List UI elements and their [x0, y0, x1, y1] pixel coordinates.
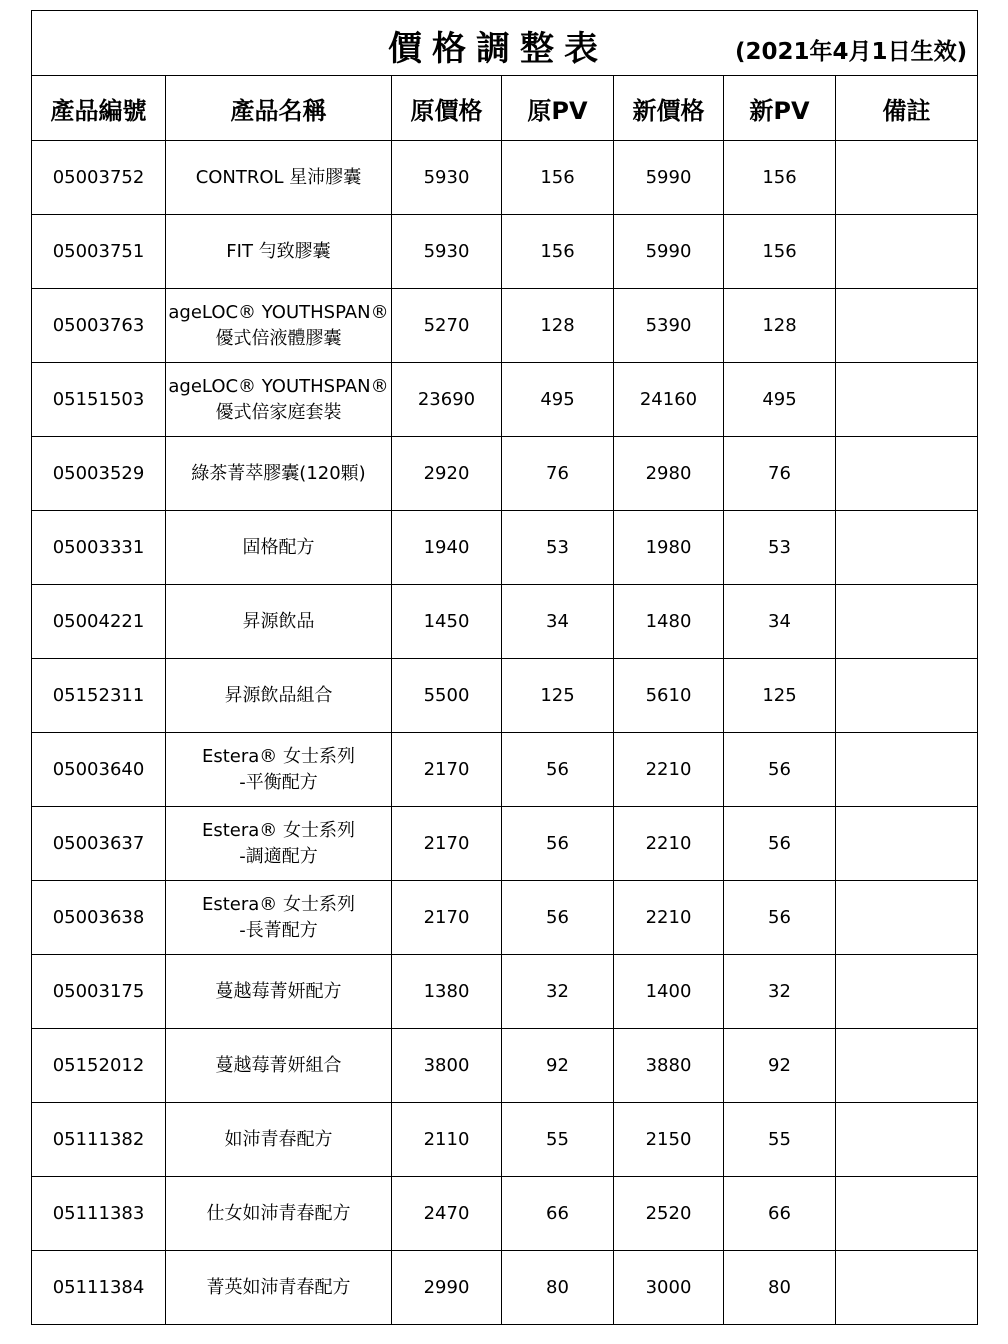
new-price-cell: 2150 [614, 1103, 724, 1177]
product-name-line: 優式倍家庭套裝 [215, 401, 342, 423]
product-name-cell [166, 955, 392, 1029]
new-price-cell: 1980 [614, 511, 724, 585]
product-name-cell [166, 659, 392, 733]
product-name-line: -長菁配方 [239, 919, 318, 941]
new-price-cell: 5990 [614, 141, 724, 215]
product-code-cell: 05003763 [32, 289, 166, 363]
table-row [32, 289, 978, 363]
product-name-line: ageLOC® YOUTHSPAN® [168, 301, 389, 323]
old-pv-cell: 76 [502, 437, 614, 511]
new-pv-cell: 125 [724, 659, 836, 733]
product-code-cell: 05111383 [32, 1177, 166, 1251]
product-name-cell [166, 289, 392, 363]
title-cell [32, 11, 978, 76]
old-pv-cell: 80 [502, 1251, 614, 1325]
header-product-name: 產品名稱 [166, 76, 392, 141]
old-price-cell: 1380 [392, 955, 502, 1029]
remark-cell [836, 1029, 978, 1103]
product-name-cell [166, 141, 392, 215]
new-price-cell: 5610 [614, 659, 724, 733]
new-pv-cell: 56 [724, 881, 836, 955]
new-price-cell: 1480 [614, 585, 724, 659]
new-price-cell: 2980 [614, 437, 724, 511]
old-price-cell: 1940 [392, 511, 502, 585]
table-body [32, 141, 978, 1325]
table-row [32, 659, 978, 733]
remark-cell [836, 807, 978, 881]
remark-cell [836, 659, 978, 733]
table-row [32, 215, 978, 289]
product-code-cell: 05003751 [32, 215, 166, 289]
new-pv-cell: 56 [724, 807, 836, 881]
product-code-cell: 05111382 [32, 1103, 166, 1177]
product-name-cell [166, 807, 392, 881]
table-row [32, 1103, 978, 1177]
product-code-cell: 05003638 [32, 881, 166, 955]
new-price-cell: 2520 [614, 1177, 724, 1251]
product-name-cell [166, 585, 392, 659]
old-price-cell: 3800 [392, 1029, 502, 1103]
product-name-line: -調適配方 [239, 845, 318, 867]
table-row [32, 807, 978, 881]
remark-cell [836, 955, 978, 1029]
header-old-pv: 原PV [502, 76, 614, 141]
product-code-cell: 05003331 [32, 511, 166, 585]
product-code-cell: 05003640 [32, 733, 166, 807]
remark-cell [836, 363, 978, 437]
remark-cell [836, 437, 978, 511]
old-pv-cell: 56 [502, 881, 614, 955]
new-pv-cell: 53 [724, 511, 836, 585]
new-price-cell: 5990 [614, 215, 724, 289]
product-name-line: FIT 勻致膠囊 [226, 240, 331, 262]
product-name-line: 綠茶菁萃膠囊(120顆) [191, 462, 366, 484]
old-price-cell: 2920 [392, 437, 502, 511]
old-pv-cell: 92 [502, 1029, 614, 1103]
old-pv-cell: 128 [502, 289, 614, 363]
table-row [32, 1177, 978, 1251]
remark-cell [836, 289, 978, 363]
product-name-line: Estera® 女士系列 [201, 893, 356, 915]
header-new-pv: 新PV [724, 76, 836, 141]
product-name-cell [166, 437, 392, 511]
new-pv-cell: 76 [724, 437, 836, 511]
old-price-cell: 2990 [392, 1251, 502, 1325]
table-row [32, 511, 978, 585]
product-name-cell [166, 363, 392, 437]
product-name-line: Estera® 女士系列 [201, 745, 356, 767]
product-name-cell [166, 1029, 392, 1103]
old-price-cell: 23690 [392, 363, 502, 437]
remark-cell [836, 1251, 978, 1325]
new-pv-cell: 128 [724, 289, 836, 363]
old-pv-cell: 56 [502, 807, 614, 881]
product-name-line: 如沛青春配方 [224, 1128, 333, 1150]
new-price-cell: 24160 [614, 363, 724, 437]
product-code-cell: 05152311 [32, 659, 166, 733]
product-name-line: 仕女如沛青春配方 [206, 1202, 351, 1224]
product-code-cell: 05111384 [32, 1251, 166, 1325]
product-code-cell: 05003175 [32, 955, 166, 1029]
price-adjustment-sheet [31, 10, 977, 1325]
price-table [31, 10, 978, 1325]
new-pv-cell: 66 [724, 1177, 836, 1251]
remark-cell [836, 1177, 978, 1251]
old-price-cell: 5930 [392, 141, 502, 215]
new-price-cell: 5390 [614, 289, 724, 363]
product-name-cell [166, 1103, 392, 1177]
old-pv-cell: 32 [502, 955, 614, 1029]
old-pv-cell: 495 [502, 363, 614, 437]
table-row [32, 1029, 978, 1103]
old-price-cell: 1450 [392, 585, 502, 659]
effective-date-note: (2021年4月1日生效) [735, 39, 968, 65]
old-price-cell: 2170 [392, 881, 502, 955]
product-name-line: 菁英如沛青春配方 [206, 1276, 351, 1298]
product-name-line: 優式倍液體膠囊 [215, 327, 342, 349]
old-price-cell: 5270 [392, 289, 502, 363]
old-pv-cell: 125 [502, 659, 614, 733]
table-row [32, 437, 978, 511]
product-code-cell: 05003637 [32, 807, 166, 881]
old-pv-cell: 53 [502, 511, 614, 585]
new-pv-cell: 32 [724, 955, 836, 1029]
old-price-cell: 5500 [392, 659, 502, 733]
header-old-price: 原價格 [392, 76, 502, 141]
old-pv-cell: 55 [502, 1103, 614, 1177]
new-pv-cell: 92 [724, 1029, 836, 1103]
new-price-cell: 3880 [614, 1029, 724, 1103]
old-price-cell: 2110 [392, 1103, 502, 1177]
product-name-line: 固格配方 [242, 536, 315, 558]
new-pv-cell: 55 [724, 1103, 836, 1177]
title-row [32, 11, 978, 76]
new-price-cell: 3000 [614, 1251, 724, 1325]
remark-cell [836, 585, 978, 659]
product-code-cell: 05004221 [32, 585, 166, 659]
old-price-cell: 2170 [392, 807, 502, 881]
old-pv-cell: 66 [502, 1177, 614, 1251]
header-row [32, 76, 978, 141]
product-name-line: 蔓越莓菁妍組合 [215, 1054, 342, 1076]
table-row [32, 363, 978, 437]
product-name-cell [166, 733, 392, 807]
header-new-price: 新價格 [614, 76, 724, 141]
new-pv-cell: 156 [724, 215, 836, 289]
new-pv-cell: 34 [724, 585, 836, 659]
table-row [32, 1251, 978, 1325]
old-pv-cell: 156 [502, 215, 614, 289]
product-code-cell: 05152012 [32, 1029, 166, 1103]
remark-cell [836, 141, 978, 215]
new-pv-cell: 80 [724, 1251, 836, 1325]
product-name-line: 昇源飲品 [242, 610, 315, 632]
product-name-line: 蔓越莓菁妍配方 [215, 980, 342, 1002]
new-price-cell: 2210 [614, 733, 724, 807]
new-price-cell: 2210 [614, 807, 724, 881]
product-name-cell [166, 215, 392, 289]
remark-cell [836, 215, 978, 289]
product-name-line: CONTROL 星沛膠囊 [195, 166, 362, 188]
product-name-cell [166, 1177, 392, 1251]
table-row [32, 733, 978, 807]
old-price-cell: 2470 [392, 1177, 502, 1251]
table-row [32, 141, 978, 215]
old-pv-cell: 34 [502, 585, 614, 659]
header-remark: 備註 [836, 76, 978, 141]
product-name-line: ageLOC® YOUTHSPAN® [168, 375, 389, 397]
table-row [32, 881, 978, 955]
old-price-cell: 2170 [392, 733, 502, 807]
product-name-line: 昇源飲品組合 [224, 684, 333, 706]
remark-cell [836, 881, 978, 955]
new-pv-cell: 56 [724, 733, 836, 807]
new-pv-cell: 495 [724, 363, 836, 437]
remark-cell [836, 733, 978, 807]
table-row [32, 955, 978, 1029]
old-pv-cell: 56 [502, 733, 614, 807]
new-pv-cell: 156 [724, 141, 836, 215]
page-title: 價格調整表 [388, 29, 608, 69]
remark-cell [836, 511, 978, 585]
old-pv-cell: 156 [502, 141, 614, 215]
product-name-line: -平衡配方 [239, 771, 318, 793]
product-code-cell: 05151503 [32, 363, 166, 437]
product-code-cell: 05003529 [32, 437, 166, 511]
header-product-code: 產品編號 [32, 76, 166, 141]
product-code-cell: 05003752 [32, 141, 166, 215]
product-name-cell [166, 511, 392, 585]
new-price-cell: 2210 [614, 881, 724, 955]
product-name-cell [166, 881, 392, 955]
product-name-cell [166, 1251, 392, 1325]
table-row [32, 585, 978, 659]
new-price-cell: 1400 [614, 955, 724, 1029]
old-price-cell: 5930 [392, 215, 502, 289]
product-name-line: Estera® 女士系列 [201, 819, 356, 841]
remark-cell [836, 1103, 978, 1177]
